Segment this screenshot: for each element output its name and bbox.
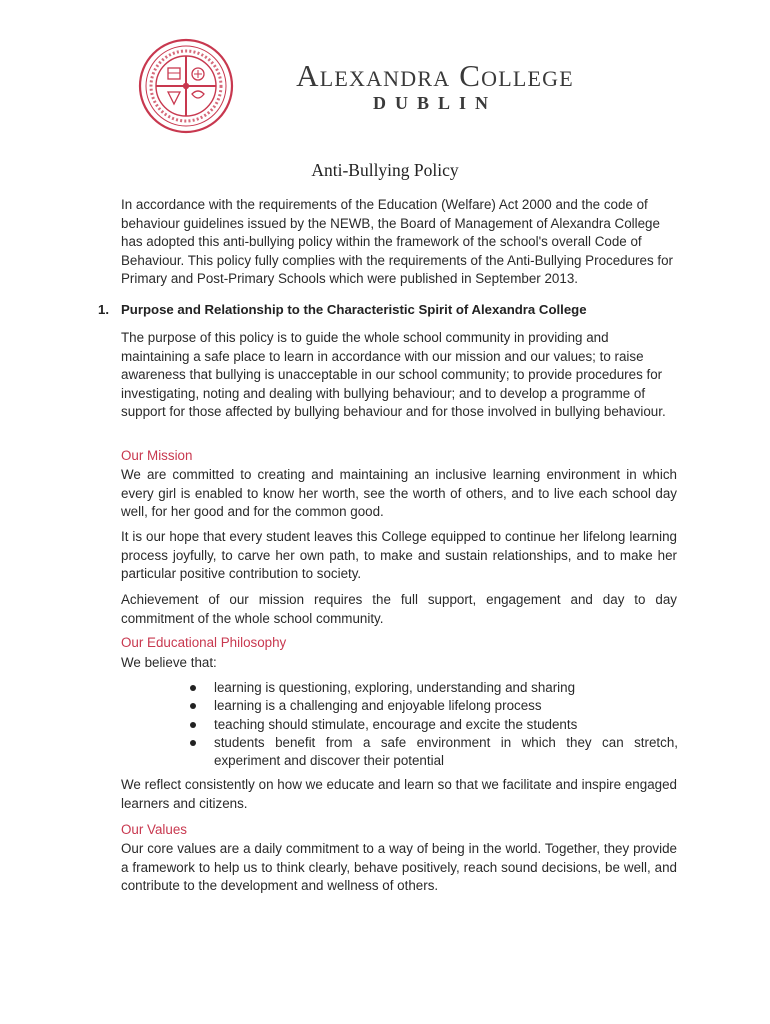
purpose-paragraph: The purpose of this policy is to guide the whole school community in providing and maintaining a safe place to learn in accordance with our mission and our values; to raise awareness that bullying is unacceptable in our school community; to provide procedures for investigating, noting and dealing with bullying behaviour; and to develop a programme of support for those affected by bullying behaviour and for those involved in bullying behaviour. xyxy=(121,330,666,420)
list-item: learning is questioning, exploring, understanding and sharing xyxy=(190,679,678,697)
list-item: teaching should stimulate, encourage and excite the students xyxy=(190,716,678,734)
bullet-icon xyxy=(190,740,196,746)
mission-paragraph-2: It is our hope that every student leaves this College equipped to continue her lifelong learning process joyfully, to carve her own path, to make and sustain relationships, and to make her particular positive contribution to society. xyxy=(121,529,677,582)
mission-paragraph-3: Achievement of our mission requires the full support, engagement and day to day commitment of the whole school community. xyxy=(121,592,677,626)
philosophy-bullet-list xyxy=(190,679,678,770)
philosophy-heading: Our Educational Philosophy xyxy=(121,635,287,650)
college-crest-logo xyxy=(138,38,234,134)
mission-heading: Our Mission xyxy=(121,448,193,463)
college-city: DUBLIN xyxy=(372,93,497,113)
section-heading xyxy=(98,302,698,317)
intro-paragraph: In accordance with the requirements of the Education (Welfare) Act 2000 and the code of behaviour guidelines issued by the NEWB, the Board of Management of Alexandra College has adopted this anti-bullying policy within the framework of the school's overall Code of Behaviour. This policy fully complies with the requirements of the Anti-Bullying Procedures for Primary and Post-Primary Schools which were published in September 2013. xyxy=(121,197,674,287)
college-name: Alexandra College xyxy=(296,58,574,93)
section-number: 1. xyxy=(98,302,109,317)
values-paragraph: Our core values are a daily commitment to a way of being in the world. Together, they provide a framework to help us to think clearly, behave positively, reach sound decisions, be well, and contribute to the development and wellness of others. xyxy=(121,841,677,894)
philosophy-closing: We reflect consistently on how we educate and learn so that we facilitate and inspire engaged learners and citizens. xyxy=(121,777,677,811)
mission-paragraph-1: We are committed to creating and maintaining an inclusive learning environment in which every girl is enabled to know her worth, see the worth of others, and to live each school day well, for her good and for the common good. xyxy=(121,467,677,520)
philosophy-intro: We believe that: xyxy=(121,655,217,670)
bullet-icon xyxy=(190,722,196,728)
bullet-icon xyxy=(190,685,196,691)
bullet-icon xyxy=(190,703,196,709)
section-title: Purpose and Relationship to the Characteristic Spirit of Alexandra College xyxy=(121,302,587,317)
document-title: Anti-Bullying Policy xyxy=(311,160,459,180)
list-item: learning is a challenging and enjoyable lifelong process xyxy=(190,697,678,715)
values-heading: Our Values xyxy=(121,822,187,837)
list-item: students benefit from a safe environment in which they can stretch, experiment and discover their potential xyxy=(190,734,678,771)
